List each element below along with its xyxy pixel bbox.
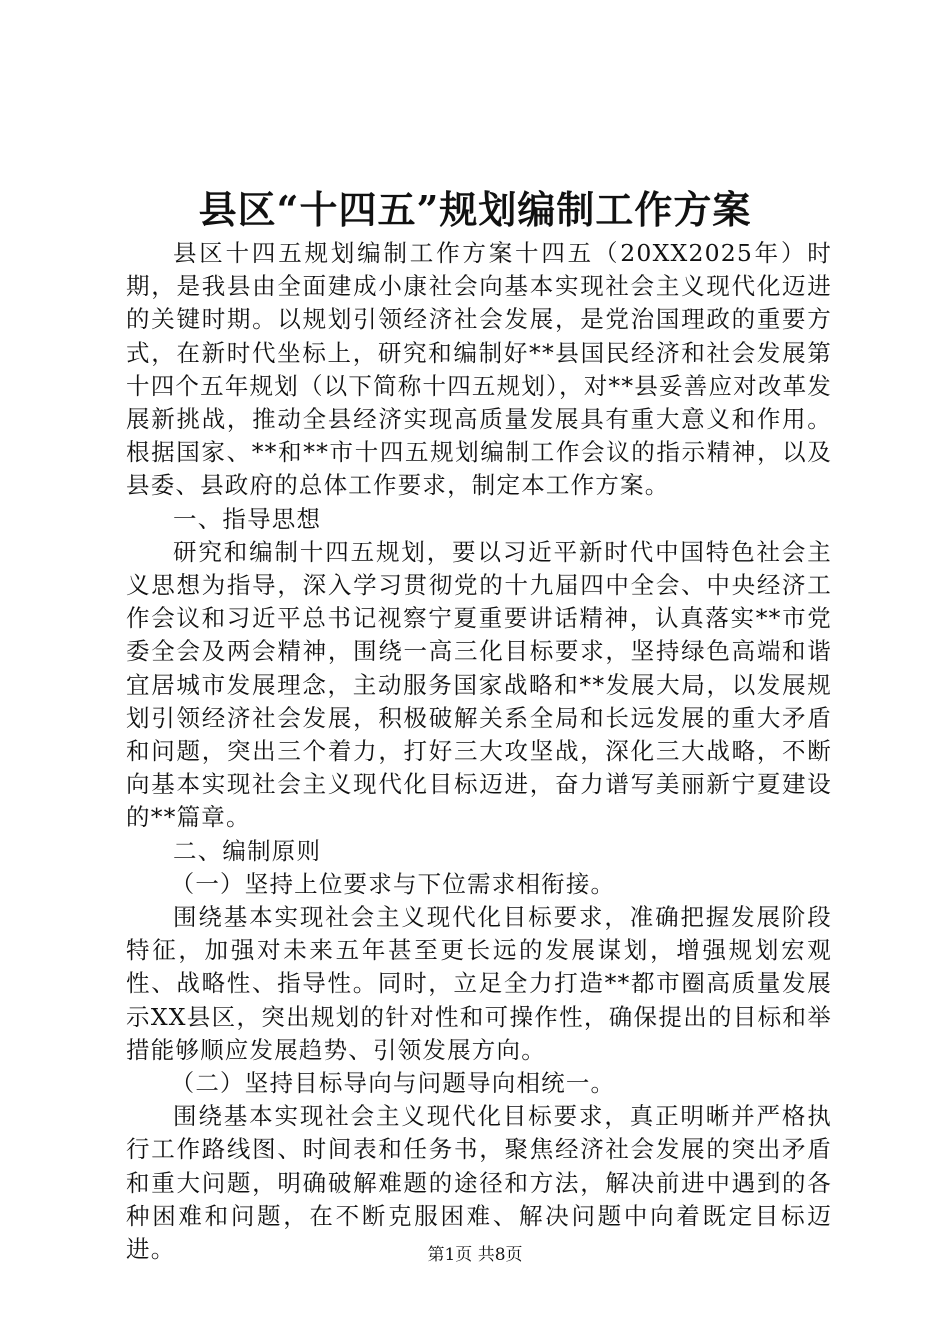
subsection-paragraph-2: 围绕基本实现社会主义现代化目标要求，真正明晰并严格执行工作路线图、时间表和任务书，聚焦经济社会发展的突出矛盾和重大问题，明确破解难题的途径和方法，解决前进中遇到的各种困难和问题，在不断克服困难、解决问题中向着既定目标迈进。 [126,1102,832,1264]
subsection-paragraph-1: 围绕基本实现社会主义现代化目标要求，准确把握发展阶段特征，加强对未来五年甚至更长远的发展谋划，增强规划宏观性、战略性、指导性。同时，立足全力打造**都市圈高质量发展示XX县区，突出规划的针对性和可操作性，确保提出的目标和举措能够顺应发展趋势、引领发展方向。 [126,903,832,1064]
section-heading-guiding-ideology: 一、指导思想 [173,504,322,533]
subsection-heading-2: （二）坚持目标导向与问题导向相统一。 [170,1069,616,1098]
document-body [126,237,832,1266]
guiding-ideology-paragraph: 研究和编制十四五规划，要以习近平新时代中国特色社会主义思想为指导，深入学习贯彻党的十九届四中全会、中央经济工作会议和习近平总书记视察宁夏重要讲话精神，认真落实**市党委全会及两会精神，围绕一高三化目标要求，坚持绿色高端和谐宜居城市发展理念，主动服务国家战略和**发展大局，以发展规划引领经济社会发展，积极破解关系全局和长远发展的重大矛盾和问题，突出三个着力，打好三大攻坚战，深化三大战略，不断向基本实现社会主义现代化目标迈进，奋力谱写美丽新宁夏建设的**篇章。 [126,537,832,832]
intro-paragraph: 县区十四五规划编制工作方案十四五（20XX2025年）时期，是我县由全面建成小康社会向基本实现社会主义现代化迈进的关键时期。以规划引领经济社会发展，是党治国理政的重要方式，在新时代坐标上，研究和编制好**县国民经济和社会发展第十四个五年规划（以下简称十四五规划），对**县妥善应对改革发展新挑战，推动全县经济实现高质量发展具有重大意义和作用。根据国家、**和**市十四五规划编制工作会议的指示精神，以及县委、县政府的总体工作要求，制定本工作方案。 [126,239,832,500]
document-title: 县区“十四五”规划编制工作方案 [198,187,752,232]
section-heading-principles: 二、编制原则 [173,836,322,865]
page-number-footer: 第1页 共8页 [427,1245,523,1265]
subsection-heading-1: （一）坚持上位要求与下位需求相衔接。 [170,869,616,898]
